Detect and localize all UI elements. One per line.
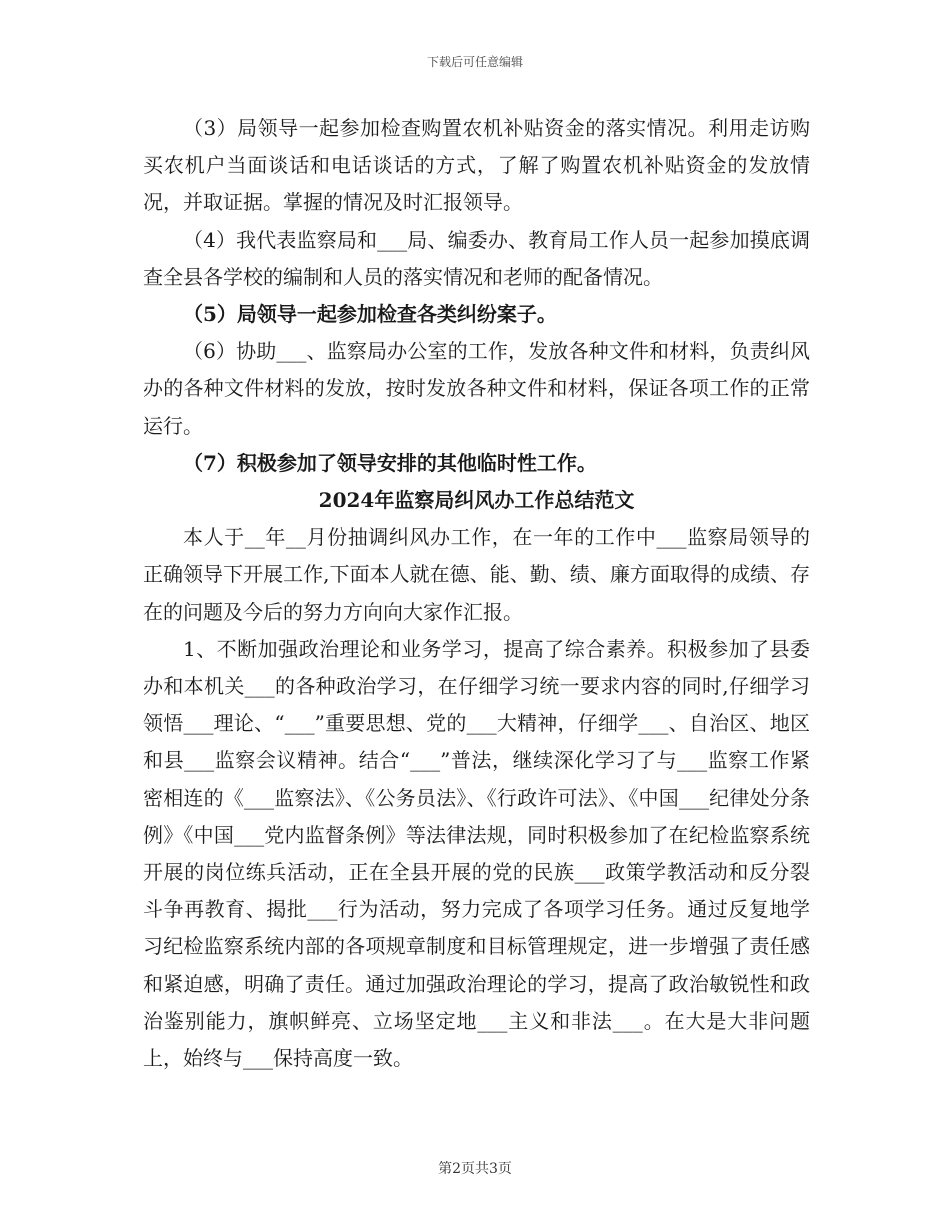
paragraph-item-7: （7）积极参加了领导安排的其他临时性工作。	[183, 450, 597, 475]
document-body	[143, 110, 810, 1077]
paragraph-item-3: （3）局领导一起参加检查购置农机补贴资金的落实情况。利用走访购买农机户当面谈话和电话谈话的方式，了解了购置农机补贴资金的发放情况，并取证据。掌握的情况及时汇报领导。	[143, 116, 810, 215]
paragraph-item-6: （6）协助___、监察局办公室的工作，发放各种文件和材料，负责纠风办的各种文件材料的发放，按时发放各种文件和材料，保证各项工作的正常运行。	[143, 339, 810, 438]
section-title: 2024年监察局纠风办工作总结范文	[318, 488, 635, 513]
paragraph-intro: 本人于__年__月份抽调纠风办工作，在一年的工作中___监察局领导的正确领导下开展工作,下面本人就在德、能、勤、绩、廉方面取得的成绩、存在的问题及今后的努力方向向大家作汇报。	[143, 525, 810, 624]
paragraph-item-5: （5）局领导一起参加检查各类纠纷案子。	[183, 302, 557, 327]
page-header-note: 下载后可任意编辑	[426, 55, 523, 69]
paragraph-item-4: （4）我代表监察局和___局、编委办、教育局工作人员一起参加摸底调查全县各学校的编制和人员的落实情况和老师的配备情况。	[143, 227, 810, 289]
page-number: 第2页共3页	[438, 1161, 512, 1177]
paragraph-point-1: 1、不断加强政治理论和业务学习，提高了综合素养。积极参加了县委办和本机关___的各种政治学习，在仔细学习统一要求内容的同时,仔细学习领悟___理论、“___”重要思想、党的___大精神，仔细学___、自治区、地区和县___监察会议精神。结合“___”普法，继续深化学习了与___监察工作紧密相连的《___监察法》、《公务员法》、《行政许可法》、《中国___纪律处分条例》《中国___党内监督条例》等法律法规，同时积极参加了在纪检监察系统开展的岗位练兵活动，正在全县开展的党的民族___政策学教活动和反分裂斗争再教育、揭批___行为活动，努力完成了各项学习任务。通过反复地学习纪检监察系统内部的各项规章制度和目标管理规定，进一步增强了责任感和紧迫感，明确了责任。通过加强政治理论的学习，提高了政治敏锐性和政治鉴别能力，旗帜鲜亮、立场坚定地___主义和非法___。在大是大非问题上，始终与___保持高度一致。	[143, 636, 810, 1071]
